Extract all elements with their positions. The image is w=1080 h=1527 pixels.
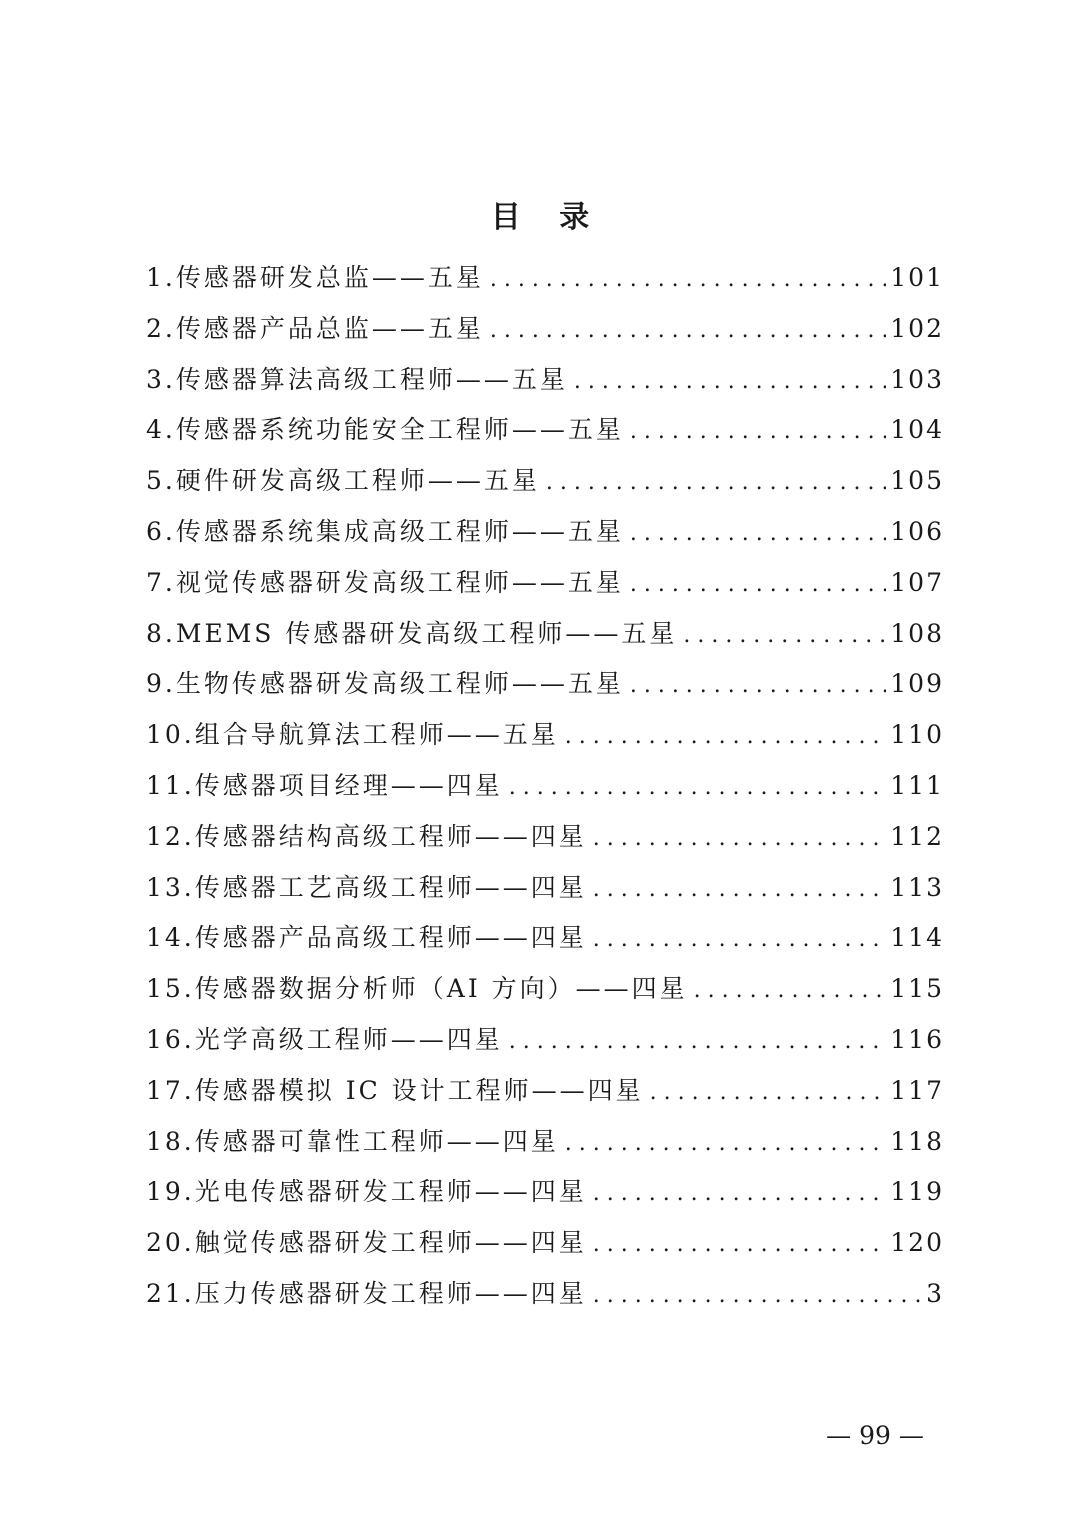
toc-dot-leader bbox=[593, 1271, 922, 1322]
toc-entry-page: 3 bbox=[926, 1278, 944, 1308]
toc-entry[interactable] bbox=[146, 355, 944, 406]
toc-entry-label: 5.硬件研发高级工程师——五星 bbox=[146, 466, 540, 496]
toc-entry[interactable] bbox=[146, 863, 944, 914]
toc-entry[interactable] bbox=[146, 761, 944, 812]
toc-entry-page: 117 bbox=[890, 1075, 944, 1105]
toc-dot-leader bbox=[593, 1220, 887, 1271]
toc-entry-label: 2.传感器产品总监——五星 bbox=[146, 313, 484, 343]
toc-entry-label: 15.传感器数据分析师（AI 方向）——四星 bbox=[146, 974, 688, 1004]
toc-dot-leader bbox=[490, 306, 886, 357]
toc-entry-label: 17.传感器模拟 IC 设计工程师——四星 bbox=[146, 1075, 644, 1105]
page-title: 目 录 bbox=[490, 200, 604, 235]
toc-dot-leader bbox=[546, 458, 886, 509]
toc-dot-leader bbox=[574, 357, 886, 408]
toc-entry[interactable] bbox=[146, 1117, 944, 1168]
toc-entry-label: 19.光电传感器研发工程师——四星 bbox=[146, 1177, 587, 1207]
toc-entry-label: 10.组合导航算法工程师——五星 bbox=[146, 720, 559, 750]
toc-entry[interactable] bbox=[146, 1015, 944, 1066]
toc-entry-page: 101 bbox=[890, 263, 944, 292]
toc-entry-page: 115 bbox=[890, 974, 944, 1004]
toc-entry-label: 8.MEMS 传感器研发高级工程师——五星 bbox=[146, 618, 678, 648]
toc-entry[interactable] bbox=[146, 964, 944, 1015]
toc-entry[interactable] bbox=[146, 304, 944, 355]
toc-entry-page: 114 bbox=[890, 923, 944, 953]
toc-entry-label: 3.传感器算法高级工程师——五星 bbox=[146, 364, 568, 394]
toc-entry[interactable] bbox=[146, 1066, 944, 1117]
toc-entry-page: 111 bbox=[890, 770, 944, 800]
toc-dot-leader bbox=[630, 560, 886, 611]
toc-entry[interactable] bbox=[146, 507, 944, 558]
toc-entry-label: 16.光学高级工程师——四星 bbox=[146, 1024, 503, 1054]
toc-entry[interactable] bbox=[146, 659, 944, 710]
toc-dot-leader bbox=[593, 1169, 887, 1220]
toc-entry-label: 7.视觉传感器研发高级工程师——五星 bbox=[146, 567, 624, 597]
toc-entry-page: 105 bbox=[890, 466, 944, 496]
toc-entry-page: 103 bbox=[890, 364, 944, 394]
toc-entry-label: 4.传感器系统功能安全工程师——五星 bbox=[146, 415, 624, 445]
toc-entry[interactable] bbox=[146, 812, 944, 863]
toc-entry-page: 113 bbox=[890, 872, 944, 902]
toc-entry[interactable] bbox=[146, 1218, 944, 1269]
toc-dot-leader bbox=[593, 915, 887, 966]
table-of-contents bbox=[146, 253, 944, 1320]
page-number: — 99 — bbox=[826, 1421, 924, 1450]
toc-dot-leader bbox=[683, 611, 886, 662]
toc-entry-page: 116 bbox=[890, 1024, 944, 1054]
toc-entry-label: 9.生物传感器研发高级工程师——五星 bbox=[146, 669, 624, 699]
toc-entry[interactable] bbox=[146, 1167, 944, 1218]
toc-entry-page: 102 bbox=[890, 313, 944, 343]
toc-entry[interactable] bbox=[146, 456, 944, 507]
toc-dot-leader bbox=[630, 407, 886, 458]
toc-entry-page: 104 bbox=[890, 415, 944, 445]
toc-entry-label: 14.传感器产品高级工程师——四星 bbox=[146, 923, 587, 953]
toc-entry-page: 107 bbox=[890, 567, 944, 597]
toc-entry-label: 6.传感器系统集成高级工程师——五星 bbox=[146, 516, 624, 546]
toc-entry[interactable] bbox=[146, 710, 944, 761]
toc-dot-leader bbox=[490, 255, 886, 306]
toc-entry-page: 108 bbox=[890, 618, 944, 648]
toc-entry[interactable] bbox=[146, 405, 944, 456]
toc-dot-leader bbox=[650, 1068, 887, 1119]
toc-entry-page: 109 bbox=[890, 669, 944, 699]
toc-entry[interactable] bbox=[146, 558, 944, 609]
toc-entry-page: 118 bbox=[890, 1126, 944, 1156]
toc-dot-leader bbox=[565, 712, 887, 763]
toc-entry-page: 112 bbox=[890, 821, 944, 851]
toc-entry-label: 13.传感器工艺高级工程师——四星 bbox=[146, 872, 587, 902]
toc-entry-label: 1.传感器研发总监——五星 bbox=[146, 263, 484, 292]
toc-entry-label: 20.触觉传感器研发工程师——四星 bbox=[146, 1228, 587, 1258]
toc-entry-page: 106 bbox=[890, 516, 944, 546]
toc-entry-page: 120 bbox=[890, 1228, 944, 1258]
toc-entry[interactable] bbox=[146, 609, 944, 660]
toc-dot-leader bbox=[509, 1017, 887, 1068]
toc-entry-label: 18.传感器可靠性工程师——四星 bbox=[146, 1126, 559, 1156]
toc-entry-label: 11.传感器项目经理——四星 bbox=[146, 770, 503, 800]
toc-entry-label: 21.压力传感器研发工程师——四星 bbox=[146, 1278, 587, 1308]
toc-entry[interactable] bbox=[146, 253, 944, 304]
toc-dot-leader bbox=[593, 865, 887, 916]
toc-entry-page: 110 bbox=[890, 720, 944, 750]
toc-entry-label: 12.传感器结构高级工程师——四星 bbox=[146, 821, 587, 851]
toc-dot-leader bbox=[565, 1119, 887, 1170]
toc-entry[interactable] bbox=[146, 1269, 944, 1320]
toc-dot-leader bbox=[694, 966, 887, 1017]
toc-dot-leader bbox=[509, 763, 887, 814]
toc-entry[interactable] bbox=[146, 913, 944, 964]
toc-dot-leader bbox=[630, 661, 886, 712]
toc-entry-page: 119 bbox=[890, 1177, 944, 1207]
toc-dot-leader bbox=[593, 814, 887, 865]
toc-dot-leader bbox=[630, 509, 886, 560]
